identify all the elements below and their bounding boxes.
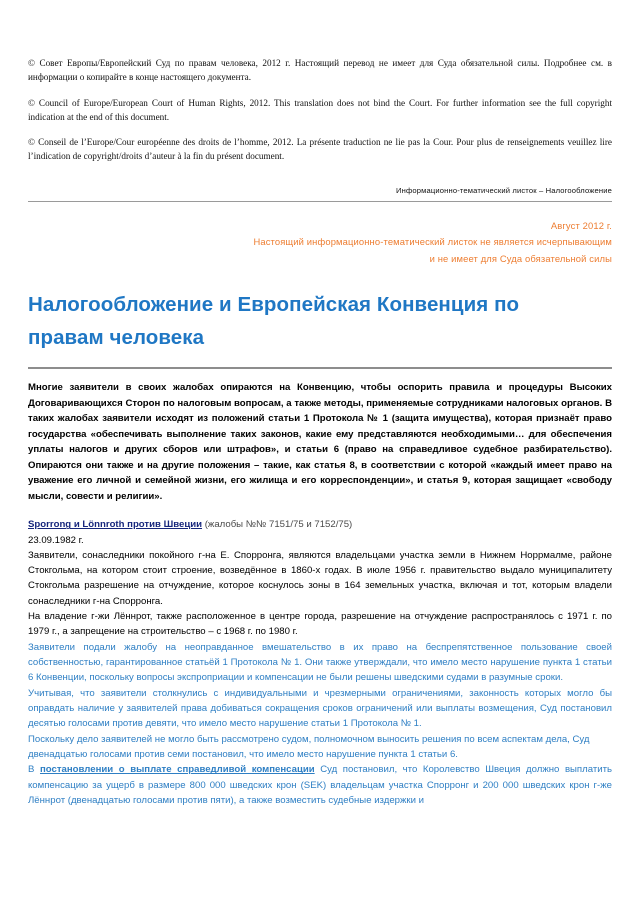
case-link[interactable]: Sporrong и Lönnroth против Швеции (28, 519, 203, 531)
disclaimer-line-2: и не имеет для Суда обязательной силы (429, 252, 612, 264)
copyright-english: © Council of Europe/European Court of Human Rights, 2012. This translation does not bind the Court. For further information see the full copyright indication at the end of this document. (28, 97, 612, 122)
disclaimer-date: Август 2012 г. (550, 219, 612, 231)
header-divider (28, 201, 612, 202)
final-paragraph-rest: Суд постановил, что Королевство Швеция должно выплатить компенсацию за ущерб в размере 800 000 шведских крон (SEK) владельцам участка Спорронг и 200 000 шведских крон г-же Лённрот (двенадцатью голосами против пяти), а также возместить судебные издержки и (28, 764, 612, 807)
case-applications: (жалобы №№ 7151/75 и 7152/75) (204, 519, 353, 531)
intro-paragraph: Многие заявители в своих жалобах опираются на Конвенцию, чтобы оспорить правила и процедуры Высоких Договаривающихся Сторон по налоговым вопросам, а также методы, применяемые сотрудниками налоговых органов. В таких жалобах заявители исходят из положений статьи 1 Протокола № 1 (защита имущества), которая признаёт право государства «обеспечивать выполнение таких законов, какие ему представляются необходимыми… для обеспечения уплаты налогов и других сборов или штрафов», и статьи 6 (право на справедливое судебное разбирательство). Опираются они также и на другие положения – такие, как статья 8, в соответствии с которой «каждый имеет право на уважение его личной и семейной жизни, его жилища и его корреспонденции», и статья 9, которая защищает «свободу мысли, совести и религии». (28, 382, 612, 502)
case-heading (28, 517, 612, 547)
copyright-block (28, 0, 612, 164)
case-paragraph: Заявители подали жалобу на неоправданное вмешательство в их право на беспрепятственное пользование своей собственностью, гарантированное статьёй 1 Протокола № 1. Они также утверждали, что имело место нарушение пункта 1 статьи 6 Конвенции, поскольку вопросы экспроприации и компенсации не были решены шведскими судами в разумные сроки. (28, 641, 612, 684)
running-header: Информационно-тематический листок – Налогообложение (396, 185, 612, 195)
case-paragraph: На владение г-жи Лённрот, также расположенное в центре города, разрешение на отчуждение распространялось с 1971 г. по 1979 г., а запрещение на строительство – с 1968 г. по 1980 г. (28, 611, 612, 638)
case-paragraph: Учитывая, что заявители столкнулись с индивидуальными и чрезмерными ограничениями, законность которых могло бы оправдать наличие у заявителей права добиваться сокращения сроков ограничений или выплаты возмещения, Суд постановил десятью голосами против девяти, что имело место нарушение статьи 1 Протокола № 1. (28, 687, 612, 730)
page-title: Налогообложение и Европейская Конвенция по правам человека (28, 292, 520, 349)
title-divider (28, 367, 612, 369)
case-paragraph: Заявители, сонаследники покойного г-на Е. Спорронга, являются владельцами участка земли в Нижнем Норрмалме, районе Стокгольма, на котором стоит строение, возведённое в 1860-х годах. В июле 1956 г. правительство выдало муниципалитету Стокгольма разрешение на отчуждение, которое коснулось зоны в 164 земельных участка, включая и тот, которым владели сонаследники г-на Спорронга. (28, 549, 612, 607)
copyright-russian: © Совет Европы/Европейский Суд по правам человека, 2012 г. Настоящий перевод не имеет для Суда обязательной силы. Подробнее см. в информации о копирайте в конце настоящего документа. (28, 58, 612, 83)
just-satisfaction-paragraph (28, 762, 612, 808)
copyright-french: © Conseil de l’Europe/Cour européenne des droits de l’homme, 2012. La présente traduction ne lie pas la Cour. Pour plus de renseignements veuillez lire l’indication de copyright/droits d’auteur à la fin du présent document. (28, 137, 612, 162)
case-date: 23.09.1982 г. (28, 534, 84, 546)
just-satisfaction-emphasis: постановлении о выплате справедливой компенсации (39, 764, 315, 776)
case-paragraph: Поскольку дело заявителей не могло быть рассмотрено судом, полномочном выносить решения по всем аспектам дела, Суд двенадцатью голосами против семи постановил, что имело место нарушение пункта 1 статьи 6. (28, 733, 590, 761)
disclaimer-block (28, 218, 612, 268)
disclaimer-line-1: Настоящий информационно-тематический листок не является исчерпывающим (253, 236, 612, 248)
final-paragraph-lead: В (28, 764, 35, 776)
